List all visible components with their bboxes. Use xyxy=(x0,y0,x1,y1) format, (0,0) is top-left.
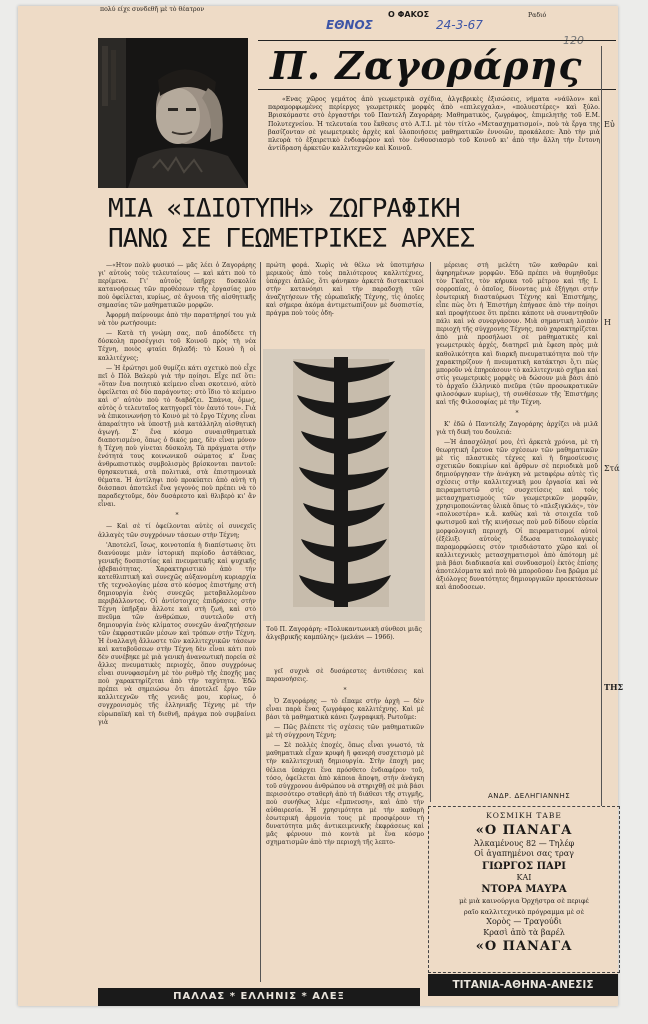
section-separator: * xyxy=(515,409,519,417)
edge-fragment: Στά xyxy=(604,464,620,473)
edge-column-rule xyxy=(601,46,602,806)
artwork-caption: Τοῦ Π. Ζαγοράρη: «Πολυκαντωνικὴ σύνθεσι μιᾶς ἀλγεβρικῆς καμπύλης» (μελάνι — 1966). xyxy=(266,626,423,641)
article-column-2-top xyxy=(266,262,424,342)
cinema-banner-right: ΤΙΤΑΝΙΑ-ΑΘΗΝΑ-ΑΝΕΣΙΣ xyxy=(428,974,618,996)
article-paragraph: — Κατὰ τὴ γνώμη σας, ποῦ ἀποδίδετε τὴ δύσκολη προσέγγισι τοῦ Κοινοῦ πρὸς τὴ νέα Τέχνη, ποιὸς φταίει δηλαδή: τὸ Κοινὸ ἢ οἱ καλλιτέχνες; xyxy=(98,330,256,362)
top-fragment-right: Ραδιό xyxy=(528,12,547,19)
article-column-1 xyxy=(98,262,256,984)
ad-and: ΚΑΙ xyxy=(516,872,532,882)
ad-line-6: ραῖο καλλιτεχνικὸ πρόγραμμα μὲ σὲ xyxy=(463,907,585,916)
column-rule-1 xyxy=(260,262,261,982)
ad-line-8: Κρασὶ ἀπὸ τὰ βαρέλ xyxy=(483,927,565,937)
edge-fragment: Εὐ xyxy=(604,120,615,129)
edge-fragment: ΤΗΣ xyxy=(604,682,624,692)
article-title: Π. Ζαγοράρης xyxy=(270,43,583,88)
tavern-advertisement xyxy=(428,806,620,973)
newspaper-clipping xyxy=(18,6,624,1006)
ad-name: «Ο ΠΑΝΑΓΑ xyxy=(475,822,573,838)
title-frame xyxy=(258,40,616,90)
article-paragraph: — Πῶς βλέπετε τὶς σχέσεις τῶν μαθηματικῶν μὲ τὴ σύγχρονη Τέχνη; xyxy=(266,724,424,740)
article-column-3 xyxy=(436,262,598,792)
column-2-top-text: πρώτη φορά. Χωρὶς νὰ θέλω νὰ ὑποτιμήσω μερικοὺς ἀπὸ τοὺς παλιότερους καλλιτέχνες, ὑπάρχει ἁπλῶς, ὅτι φάνηκαν ἀρκετὰ διστακτικοὶ στὴν κατανόησι καὶ τὴν παραδοχὴ τῶν ἀναζητήσεων τῆς εὐρωπαϊκῆς Τέχνης, τὶς ὁποῖες καὶ σήμερα ἀκόμα ἀντιμετωπίζουν μὲ δυσπιστία, πράγμα ποὺ τοὺς ὁδη- xyxy=(266,262,424,318)
ad-singer-1: ΓΙΩΡΓΟΣ ΠΑΡΙ xyxy=(482,860,566,872)
article-paragraph: —«Ητον πολὺ φυσικό — μᾶς λέει ὁ Ζαγοράρης γι' αὐτοὺς τοὺς τελευταίους — καὶ κάτι ποὺ τὸ περίμενα. Γι' αὐτοὺς ὑπῆρχε δυσκολία κατανοήσεως τῶν προθέσεων τῆς ἐργασίας μου ποὺ ὀφείλεται, κυρίως, σὲ ἄγνοια τῆς αἰσθητικῆς σημασίας τῶν μαθηματικῶν μορφῶν. xyxy=(98,262,256,310)
artwork-reproduction xyxy=(263,349,425,621)
article-byline: ΑΝΔΡ. ΔΕΛΗΓΙΑΝΝΗΣ xyxy=(488,792,571,800)
column-rule-2 xyxy=(430,262,431,802)
ad-singer-2: ΝΤΟΡΑ ΜΑΥΡΑ xyxy=(481,884,567,895)
ad-line-1: Οἱ ἀγαπημένοι σας τραγ xyxy=(474,849,574,858)
archive-stamp: Ο ΦΑΚΟΣ xyxy=(388,10,430,19)
artwork-graphic xyxy=(263,349,425,621)
headline xyxy=(108,194,588,254)
handwritten-date: 24-3-67 xyxy=(436,18,483,32)
top-fragment-left: πολύ είχε συνδεθῆ μὲ τὸ θέατρον xyxy=(100,6,205,13)
article-paragraph: μέρειας στὴ μελέτη τῶν καθαρῶν καὶ ἀφηρημένων μορφῶν. Ἐδῶ πρέπει νὰ θυμηθοῦμε τὸν Γκαῖτε, τὸν κήρυκα τοῦ μέτρου καὶ τῆς Ι. σορροπίας, ὁ ὁποῖος, δίνοντας μιὰ ἐξήγησι στὴν ἐσωτερικὴ διασταύρωσι Τέχνης καὶ Ἐπιστήμης, εἶπε πὼς ὅτι ἡ Ἐπιστήμη ἐπήγασε ἀπὸ τὴν ποίησι καὶ προφήτευσε ὅτι πρέπει κάποτε νὰ συναντηθοῦν πάλι καὶ νὰ συνεργάσουν. Μιὰ σημαντικὴ λοιπὸν περιοχὴ τῆς σύγχρονης Τέχνης, ποὺ χαρακτηρίζεται ἀπὸ μιὰ προσήλωσι σὲ μαθηματικὲς καὶ γεωμετρικὲς ἀρχές, διατηρεῖ μιὰ ἔφεση πρὸς μιὰ καθολικότητα καὶ διαρκῆ πνευματικότητα ποὺ τὴν χαρακτηρίζουν ἡ πνευματικὴ κατάκτησι ὅ,τι πὼς μποροῦν νὰ ἐπηρεάσουν τὸ καλλιτεχνικὸ σχῆμα καὶ στὶς γεωμετρικὲς μορφὲς νὰ δώσουν μιὰ βάσι ἀπὸ τὸ ἀρχαῖο ἑλληνικὸ πνεῦμα (τῶν προσωκρατικῶν φιλοσόφων κυρίως), τὴ συνθέσεων τῆς Ἐπιστήμης καὶ τῆς Φιλοσοφίας μὲ τὴν Τέχνη. xyxy=(436,262,598,406)
section-separator: * xyxy=(343,687,347,695)
article-paragraph: γεῖ συχνὰ σὲ δυσάρεστες ἀντιθέσεις καὶ παρανοήσεις. xyxy=(266,668,424,684)
headline-line-2: ΠΑΝΩ ΣΕ ΓΕΩΜΕΤΡΙΚΕΣ ΑΡΧΕΣ xyxy=(108,224,475,254)
edge-fragment: Η xyxy=(604,318,611,327)
page-number: 120 xyxy=(563,34,584,47)
article-paragraph: Κ' ἐδῶ ὁ Παντελῆς Ζαγοράρης ἀρχίζει νὰ μιλᾶ γιὰ τὴ δική του δουλειά: xyxy=(436,420,598,436)
ad-footer-name: «Ο ΠΑΝΑΓΑ xyxy=(475,939,573,954)
article-paragraph: — Ἡ ἐρώτησι μοῦ θυμίζει κάτι σχετικὸ ποὺ εἶχε πεῖ ὁ Πὸλ Βαλερὺ γιὰ τὴν ποίησι. Εἶχε πεῖ ὅτι: «ὅταν ἕνα ποιητικὸ κείμενο εἶναι σκοτεινό, αὐτὸ ὀφείλεται σὲ δύο παράγοντες: στὸ ἴδιο τὸ κείμενο καὶ σ' αὐτὸν ποὺ τὸ διαβάζει. Σπάνια, ὅμως, αὐτὸς ὁ τελευταῖος κατηγορεῖ τὸν ἑαυτό του». Γιὰ νὰ ἐπικοινωνήσῃ τὸ Κοινὸ μὲ τὸ ἔργο Τέχνης εἶναι ἀπαραίτητο νὰ ὑποστῇ μιὰ κατάλληλη αἰσθητικὴ ἀγωγή. Σ' ἕνα κόσμο συναισθηματικὰ διαποτισμένο, ὅπως ὁ δικός μας, δὲν εἶναι μόνον ἡ Τέχνη ποὺ γίνεται δύσκολη. Τὰ πράγματα στὴν ἑνότητά τους κοινωνικοῦ σώματος κ' ἕνας ἀνθρωπιστικὸς συμβολισμὸς βρίσκονται παντοῦ: θρησκευτικά, στὰ πολιτικά, στὰ ἐπιστημονικὰ θέματα. Ἡ ἀντίληψι ποὺ προκύπτει ἀπὸ αὐτὴ τὴ διάσπασι ἀποτελεῖ ἕνα γεγονὸς ποὺ πρέπει νὰ τὸ παραδεχτοῦμε, δὸν δυσάρεστο καὶ θλιβερὸ κι' ἂν εἶναι. xyxy=(98,364,256,509)
portrait-photo xyxy=(98,38,248,188)
ad-address: Ἀλκαμένους 82 — Τηλέφ xyxy=(473,838,575,848)
article-column-2-bottom xyxy=(266,668,424,984)
article-paragraph: — Καὶ σὲ τί ὀφείλονται αὐτὲς οἱ συνεχεῖς ἀλλαγὲς τῶν συγχρόνων τάσεων στὴν Τέχνη; xyxy=(98,523,256,539)
ad-line-7: Χορὸς — Τραγούδι xyxy=(486,917,562,926)
portrait-photo-graphic xyxy=(98,38,248,188)
article-paragraph: Ἀφορμὴ παίρνουμε ἀπὸ τὴν παρατήρησί του γιὰ νὰ τὸν ρωτήσουμε: xyxy=(98,312,256,328)
headline-line-1: ΜΙΑ «ΙΔΙΟΤΥΠΗ» ΖΩΓΡΑΦΙΚΗ xyxy=(108,194,460,224)
cinema-banner-left: ΠΑΛΛΑΣ * ΕΛΛΗΝΙΣ * ΑΛΕΞ xyxy=(98,988,420,1006)
ad-header: ΚΟΣΜΙΚΗ ΤΑΒΕ xyxy=(486,811,562,820)
article-paragraph: Ὁ Ζαγοράρης — τὸ εἴπαμε στὴν ἀρχὴ — δὲν εἶναι παρὰ ἕνας ζωγράφος καλλιτέχνης. Καὶ μὲ βάσι τὰ μαθηματικὰ κάνει ζωγραφική. Ρωτοῦμε: xyxy=(266,698,424,722)
article-paragraph: — Σὲ πολλὲς ἐποχές, ὅπως εἶναι γνωστό, τὰ μαθηματικὰ εἶχαν κρυφὴ ἢ φανερὴ συσχετισμὸ μὲ τὴν καλλιτεχνικὴ δημιουργία. Στὴν ἐποχὴ μας θέλεια ὑπάρχει ἕνα πρόσθετο ἐνδιαφέρον τοῦ, τόσο, ὀφείλεται ἀπὸ κάποια ἄποψη, στὴν ἀνάγκη τοῦ σύγχρονου ἀνθρώπου νὰ στηριχθῇ σὲ μιὰ βάσι περισσότερο σταθερὴ ἀπὸ τὴ διάθεσι τῆς στιγμῆς, ποὺ συνήθως λέμε «ἔμπνευση», καὶ ἀπὸ τὴν αὐθαιρεσία. Ἡ χρησιμότητα μὲ τὴν καθαρὴ ἐσωτερικὴ ἁρμονία τους μὲ προσφέρουν τὴ δυνατότητα μιᾶς ἀντικειμενικῆς ἐκφράσεως καὶ μᾶς φέρνουν πιὸ κοντὰ μὲ ἕνα κόσμο σχηματισμῶν ἀπὸ τὴν περιοχὴ τῆς λεπτο- xyxy=(266,742,424,846)
ad-line-5: μὲ μιὰ καινούργια Ὀρχήστρα σὲ περιφέ xyxy=(459,897,589,905)
section-separator: * xyxy=(175,512,179,520)
article-intro: «Ενας χῶρος γεμάτος ἀπὸ γεωμετρικὰ σχέδια, ἀλγεβρικὲς ἐξισώσεις, νήματα «νάϋλον» καὶ παραμορφωμένες περίεργες γεωμετρικὲς μορφὲς ἀπὸ «επιλεγχαλα», «πολυεστέρες» καὶ ξύλο. Βρισκόμαστε στὸ ἐργαστήρι τοῦ Παντελῆ Ζαγοράρη: Μαθηματικὸς, ζωγράφος, ἐπιμελητὴς τοῦ Ε.Μ. Πολυτεχνείου. Ἡ τελευταία του ἔκθεσις στὸ Α.Τ.Ι. μὲ τὸν τίτλο «Μετασχηματισμοί», ποὺ τὰ ἔργα της βασίζονταν σὲ γεωμετρικὲς ἀρχὲς καὶ ὑλοποιήσεις μαθηματικῶν ἐννοιῶν, προκάλεσε: Ἀπὸ τὴν μιὰ πλευρὰ τὸ ἐξαιρετικὸ ἐνδιαφέρον καὶ τὸν ἐνθουσιασμὸ τοῦ Κοινοῦ κι' ἀπὸ τὴν ἄλλη τὴν ἔντονη ἀντίδραση ἀρκετῶν καλλιτεχνῶν καὶ Κοινοῦ. xyxy=(268,96,600,153)
article-paragraph: —Ἡ ἀπασχόλησί μου, ἐτὶ ἀρκετὰ χρόνια, μὲ τὴ θεωρητικὴ ἔρευνα τῶν σχέσεων τῶν μαθηματικῶν μὲ τὶς πλαστικὲς τέχνες καὶ ἡ δημοσίευσις σχετικῶν δοκιμίων καὶ ἄρθρων σὲ περιοδικὰ μοῦ δημιούργησαν τὴν ἀνάγκη νὰ μεταφέρω αὐτὲς τὶς σχέσεις στὴν καλλιτεχνικὴ μου ἐργασία καὶ νὰ πειραματιστῶ στὶς συσχετίσεις καὶ τοὺς μετασχηματισμοὺς τῶν γεωμετρικῶν μορφῶν, χρησιμοποιώντας ὑλικὰ ὅπως τὸ «πλεξιγκλάς», τὸν «πολυεστέρα» κ.ἄ. καθὼς καὶ τὰ στοιχεῖα τοῦ φωτισμοῦ καὶ τῆς κινήσεως ποὺ μοῦ δίδουν εὐρεία μορφολογικὴ περιοχή. Οἱ πειραματισμοί αὐτοὶ (ἐξέλιξι αὐτοὺς ἔδωσα τοπολογικὲς παραμορφώσεις στὸν τρισδιάστατο χῶρο καὶ οἱ καλλιτεχνικὲς μετασχηματισμοὶ ἀπὸ ἀπότομη μὲ μιὰ βάσι διαδικασία καὶ συνδυασμοί) ἐκτὸς ἐπίσης ἀποτελέσματα καὶ ποὺ θὰ μποροῦσαν ἕνα βρῶμα μὲ ἀξιόλογες δυνατότητες δημιουργικῶν προεκτάσεων καὶ ἀποδοσεων. xyxy=(436,438,598,591)
article-paragraph: 'Αποτελεῖ, ἴσως, κοινοτοπία ἡ διαπίστωσις ὅτι διανύουμε μιὰν ἱστορικὴ περίοδο ἀστάθειας, γενικῆς δυσπιστίας καὶ πνευματικῆς καὶ ψυχικῆς ἀβεβαιότητας. Χαρακτηριστικὸ ἀπὸ τὴν κατεθλιπτικὴ καὶ συνεχῶς αὐξανομένη κυριαρχία τῆς τεχνολογίας μέσα στὸ κόσμος ἐπιστήμης στὴ δημιουργία ἑνὸς συνεχῶς μεταβαλλομένου περιβάλλοντος. Οἱ ἀντίστοιχες ἐπιδράσεις στὴν Τέχνη ὑπῆρξαν ἄλλοτε καὶ στὴ ζωή, καὶ στὸ πνεῦμα τῶν ἀνθρώπων, συντελοῦν στὴ δημιουργία ἑνὸς κλίματος συνεχῶν ἀναζητήσεων τῶν ἐκφραστικῶν μέσων καὶ τρόπων στὴν Τέχνη. Ἡ ἐναλλαγὴ ἄλλωστε τῶν καλλιτεχνικῶν τάσεων καὶ καταβοῦσεων στὴν Τέχνη δὲν εἶναι κάτι ποὺ δὲν συνέβηκε μὲ μιὰ γενικὴ ἀνανεωτικὴ πορεία σὲ ἄλλες πνευματικὲς περιοχές, ὅπου συγχρόνως εἶναι συνυφασμένη μὲ τὸν ρυθμὸ τῆς ἐποχῆς μας ποὺ χαρακτηρίζεται ἀπὸ τὴν ταχύτητα. Ἐδῶ πρέπει νὰ σημειώσω ὅτι ἀποτελεῖ ἔργο τῶν καλλιτεχνῶν τῆς γενιᾶς μου, κυρίως, ὁ συγχρονισμὸς τῆς ἑλληνικῆς Τέχνης μὲ τὴν εὐρωπαϊκὴ καὶ τὴ διεθνῆ, πράγμα ποὺ συμβαίνει γιὰ xyxy=(98,541,256,726)
handwritten-newspaper-name: ΕΘΝΟΣ xyxy=(326,18,373,32)
